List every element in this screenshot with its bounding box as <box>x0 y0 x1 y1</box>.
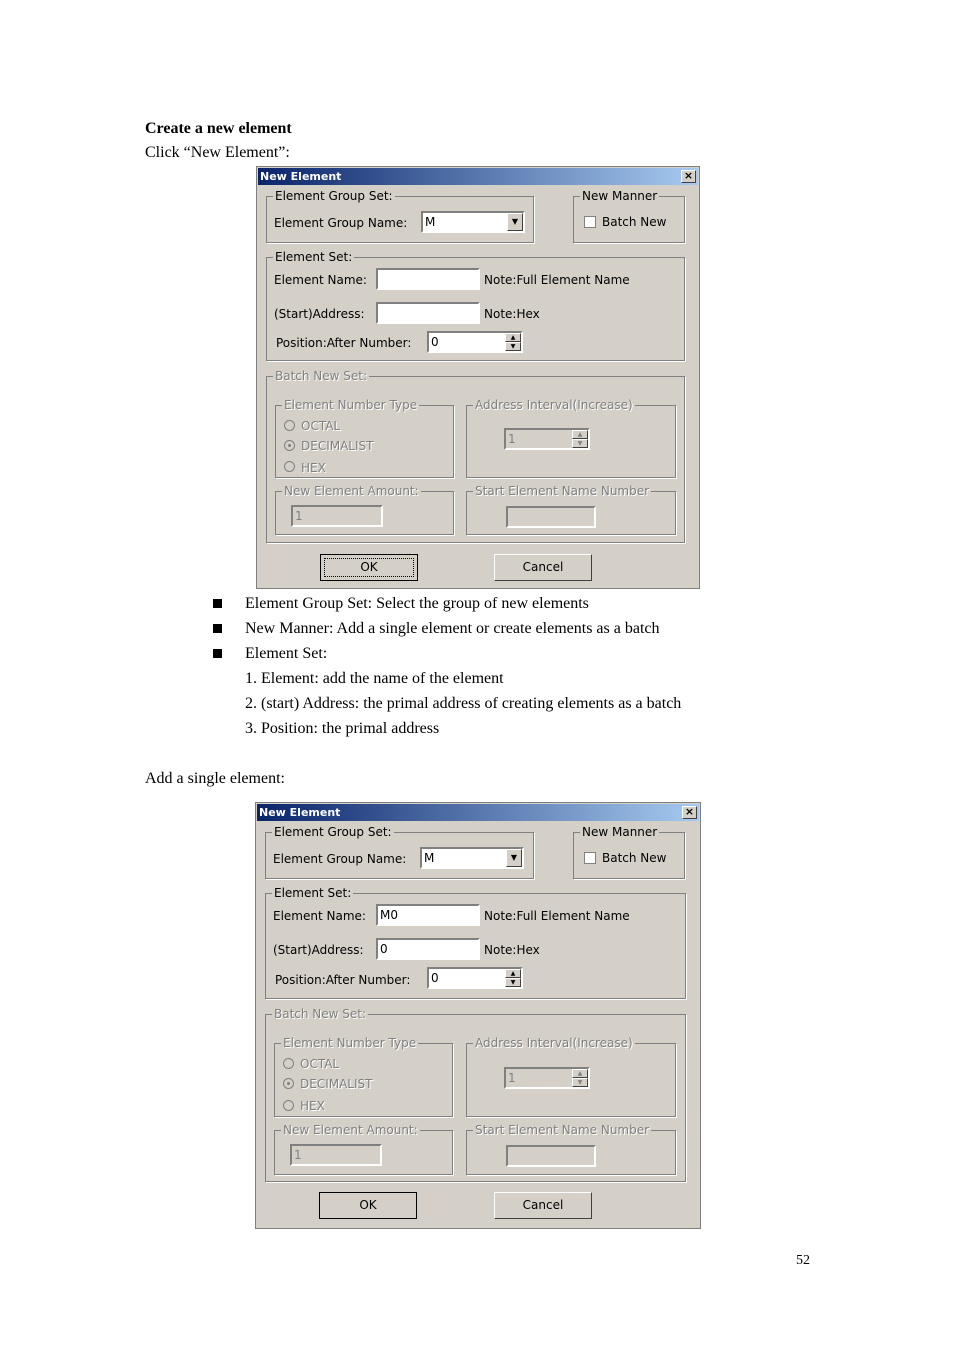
dialog-title: New Element <box>259 806 341 819</box>
single-element-intro: Add a single element: <box>145 770 285 787</box>
element-group-name-combo[interactable] <box>421 211 525 233</box>
group-title: New Manner <box>582 825 658 839</box>
spin-buttons[interactable] <box>505 969 521 987</box>
sub-item-element: 1. Element: add the name of the element <box>245 670 504 687</box>
spin-down-icon[interactable]: ▼ <box>572 1078 588 1087</box>
group-title: Element Set: <box>274 886 352 900</box>
ok-label: OK <box>360 560 378 574</box>
new-element-amount-input[interactable]: 1 <box>290 1144 382 1166</box>
note-full-name: Note:Full Element Name <box>484 273 630 287</box>
spin-up-icon[interactable]: ▲ <box>572 1069 588 1078</box>
dialog-title: New Element <box>260 170 342 183</box>
start-address-label: (Start)Address: <box>273 943 364 957</box>
bullet-icon <box>213 649 222 658</box>
octal-label: OCTAL <box>300 1057 340 1071</box>
note-full-name: Note:Full Element Name <box>484 909 630 923</box>
new-element-amount-group <box>275 484 454 535</box>
title-bar <box>257 804 699 821</box>
hex-radio[interactable] <box>283 1100 294 1111</box>
batch-new-label: Batch New <box>602 215 667 229</box>
spin-down-icon[interactable]: ▼ <box>572 439 588 448</box>
new-element-dialog-filled <box>255 802 701 1229</box>
octal-radio[interactable] <box>283 1058 294 1069</box>
group-title: Batch New Set: <box>275 369 368 383</box>
stepper-value: 0 <box>431 971 439 985</box>
bullet-icon <box>213 599 222 608</box>
bullet-element-group-set: Element Group Set: Select the group of new elements <box>245 595 589 612</box>
octal-radio[interactable] <box>284 420 295 431</box>
address-interval-stepper[interactable] <box>504 428 590 450</box>
group-title: Start Element Name Number <box>475 484 650 498</box>
element-name-label: Element Name: <box>273 909 366 923</box>
cancel-button[interactable] <box>494 554 592 581</box>
bullet-element-set: Element Set: <box>245 645 328 662</box>
group-title: New Element Amount: <box>283 1123 418 1137</box>
octal-label: OCTAL <box>301 419 341 433</box>
spin-buttons[interactable] <box>572 1069 588 1087</box>
sub-item-position: 3. Position: the primal address <box>245 720 440 737</box>
element-set-group <box>265 886 686 999</box>
address-interval-stepper[interactable] <box>504 1067 590 1089</box>
element-name-input[interactable] <box>376 268 480 290</box>
position-after-number-label: Position:After Number: <box>276 336 412 350</box>
note-hex: Note:Hex <box>484 307 540 321</box>
spin-buttons[interactable] <box>572 430 588 448</box>
decimalist-label: DECIMALIST <box>300 1077 373 1091</box>
batch-new-set-group <box>265 1007 686 1182</box>
element-name-input[interactable]: M0 <box>376 904 480 926</box>
element-set-group <box>266 250 685 361</box>
sub-item-start-address: 2. (start) Address: the primal address of creating elements as a batch <box>245 695 682 712</box>
address-interval-group <box>466 1036 676 1117</box>
hex-label: HEX <box>301 461 326 475</box>
group-title: Address Interval(Increase) <box>475 1036 633 1050</box>
chevron-down-icon[interactable]: ▼ <box>507 213 523 231</box>
element-group-name-label: Element Group Name: <box>273 852 407 866</box>
cancel-label: Cancel <box>522 560 564 574</box>
stepper-value: 1 <box>508 432 516 446</box>
group-title: Element Group Set: <box>274 825 392 839</box>
element-group-set-group <box>265 825 534 879</box>
spin-buttons[interactable] <box>505 333 521 351</box>
element-number-type-group <box>275 398 454 478</box>
element-number-type-group <box>274 1036 453 1117</box>
bullet-new-manner: New Manner: Add a single element or create elements as a batch <box>245 620 660 637</box>
start-element-name-number-input[interactable] <box>506 1145 596 1167</box>
position-stepper[interactable] <box>427 331 523 353</box>
group-title: New Element Amount: <box>284 484 419 498</box>
start-address-input[interactable]: 0 <box>376 938 480 960</box>
start-address-input[interactable] <box>376 302 480 324</box>
ok-button[interactable] <box>319 1192 417 1219</box>
new-manner-group <box>573 825 685 879</box>
group-title: Batch New Set: <box>274 1007 367 1021</box>
start-element-name-number-group <box>466 1123 676 1175</box>
element-name-label: Element Name: <box>274 273 367 287</box>
new-element-dialog-empty <box>256 166 700 589</box>
start-address-label: (Start)Address: <box>274 307 365 321</box>
spin-up-icon[interactable]: ▲ <box>505 333 521 342</box>
group-title: Start Element Name Number <box>475 1123 650 1137</box>
ok-label: OK <box>359 1198 377 1212</box>
decimalist-radio[interactable] <box>284 440 295 451</box>
spin-up-icon[interactable]: ▲ <box>572 430 588 439</box>
combo-value: M <box>425 215 436 229</box>
combo-value: M <box>424 851 435 865</box>
position-stepper[interactable] <box>427 967 523 989</box>
ok-button[interactable] <box>320 554 418 581</box>
new-element-amount-input[interactable]: 1 <box>291 505 383 527</box>
stepper-value: 0 <box>431 335 439 349</box>
batch-new-checkbox[interactable] <box>584 852 596 864</box>
spin-down-icon[interactable]: ▼ <box>505 342 521 351</box>
cancel-button[interactable] <box>494 1192 592 1219</box>
address-interval-group <box>466 398 676 478</box>
chevron-down-icon[interactable]: ▼ <box>506 849 522 867</box>
close-icon[interactable]: × <box>681 170 696 183</box>
title-bar <box>258 168 698 185</box>
stepper-value: 1 <box>508 1071 516 1085</box>
spin-down-icon[interactable]: ▼ <box>505 978 521 987</box>
element-group-name-label: Element Group Name: <box>274 216 408 230</box>
hex-radio[interactable] <box>284 461 295 472</box>
spin-up-icon[interactable]: ▲ <box>505 969 521 978</box>
group-title: Element Group Set: <box>275 189 393 203</box>
decimalist-label: DECIMALIST <box>301 439 374 453</box>
note-hex: Note:Hex <box>484 943 540 957</box>
hex-label: HEX <box>300 1099 325 1113</box>
start-element-name-number-input[interactable] <box>506 506 596 528</box>
close-icon[interactable]: × <box>682 806 697 819</box>
page-number: 52 <box>796 1253 810 1268</box>
position-after-number-label: Position:After Number: <box>275 973 411 987</box>
section-heading: Create a new element <box>145 120 292 137</box>
intro-text: Click “New Element”: <box>145 144 290 161</box>
cancel-label: Cancel <box>522 1198 564 1212</box>
element-group-set-group <box>266 189 534 243</box>
new-element-amount-group <box>274 1123 453 1175</box>
new-manner-group <box>573 189 685 243</box>
group-title: Element Number Type <box>283 1036 417 1050</box>
bullet-icon <box>213 624 222 633</box>
decimalist-radio[interactable] <box>283 1078 294 1089</box>
batch-new-set-group <box>266 369 685 543</box>
batch-new-label: Batch New <box>602 851 667 865</box>
group-title: New Manner <box>582 189 658 203</box>
group-title: Address Interval(Increase) <box>475 398 633 412</box>
element-group-name-combo[interactable] <box>420 847 524 869</box>
start-element-name-number-group <box>466 484 676 535</box>
group-title: Element Set: <box>275 250 353 264</box>
group-title: Element Number Type <box>284 398 418 412</box>
batch-new-checkbox[interactable] <box>584 216 596 228</box>
